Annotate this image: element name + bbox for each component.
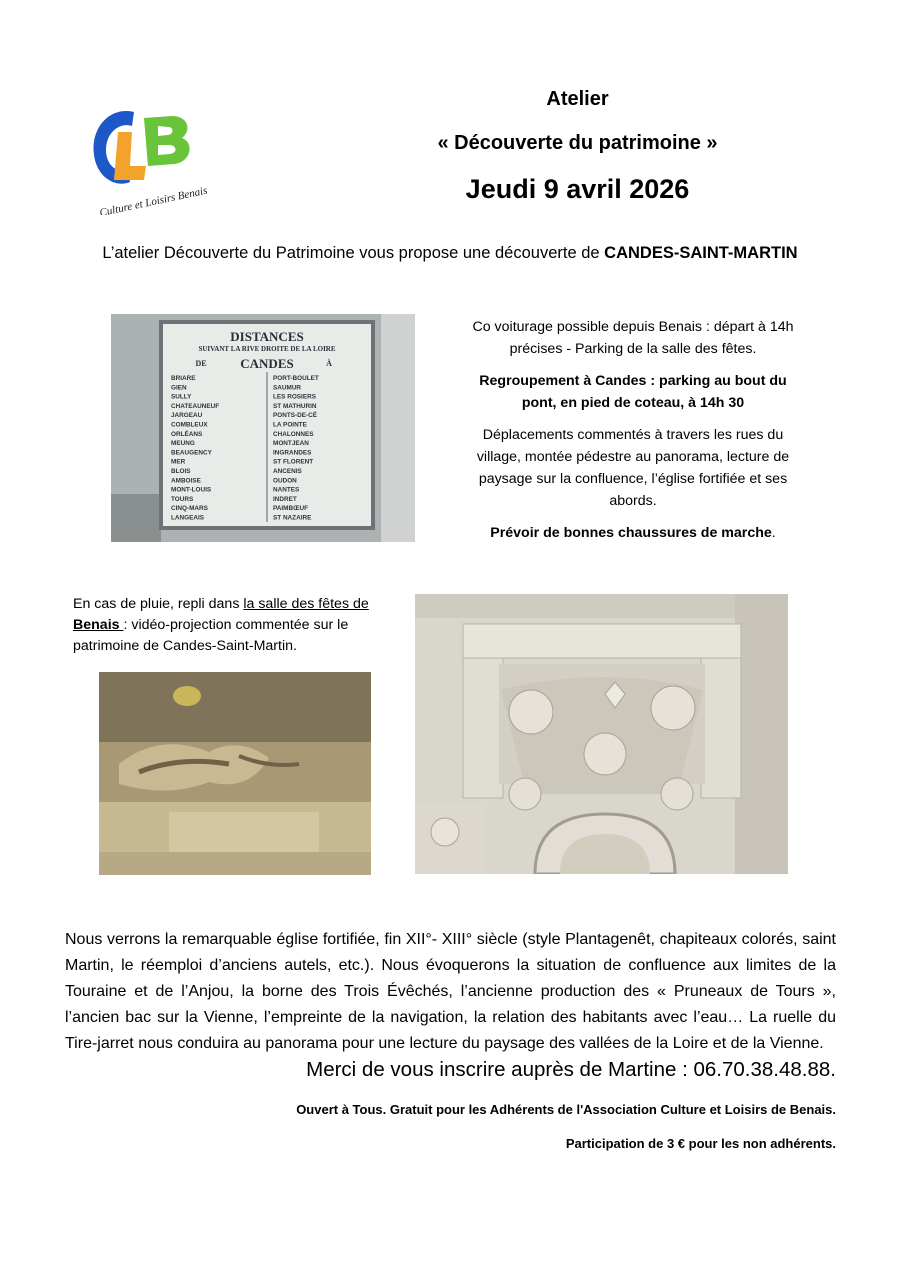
capital-sculpture-photo bbox=[415, 594, 788, 874]
plaque-a: À bbox=[326, 359, 332, 368]
plaque-town-entry: CINQ-MARS bbox=[171, 505, 208, 513]
plaque-title: DISTANCES bbox=[230, 329, 304, 344]
plaque-subtitle: SUIVANT LA RIVE DROITE DE LA LOIRE bbox=[198, 345, 336, 353]
plaque-town: CANDES bbox=[240, 356, 294, 371]
clb-logo bbox=[88, 100, 218, 215]
rain-venue-town: Benais bbox=[73, 617, 124, 633]
plaque-town-entry: COMBLEUX bbox=[171, 421, 208, 429]
plaque-town-entry: MER bbox=[171, 458, 186, 466]
plaque-town-entry: AMBOISE bbox=[171, 477, 201, 485]
plaque-town-entry: LES ROSIERS bbox=[273, 393, 316, 401]
open-to-all-notice: Ouvert à Tous. Gratuit pour les Adhérents de l'Association Culture et Loisirs de Benais. bbox=[296, 1102, 836, 1117]
route-info: Déplacements commentés à travers les rues du village, montée pédestre au panorama, lecture de paysage sur la confluence, l’église fortifiée et ses abords. bbox=[476, 427, 790, 509]
plaque-town-entry: LANGEAIS bbox=[171, 514, 205, 522]
plaque-town-entry: PORT-BOULET bbox=[273, 375, 319, 382]
plaque-town-entry: INGRANDES bbox=[273, 449, 312, 457]
plaque-town-entry: MEUNG bbox=[171, 440, 195, 448]
plaque-town-entry: ORLÉANS bbox=[171, 430, 203, 438]
shoes-period: . bbox=[771, 525, 776, 541]
plaque-de: DE bbox=[195, 359, 207, 368]
plaque-town-entry: CHATEAUNEUF bbox=[171, 402, 220, 410]
plaque-town-entry: SULLY bbox=[171, 393, 192, 401]
plaque-town-entry: ANCENIS bbox=[273, 468, 302, 475]
registration-contact: Merci de vous inscrire auprès de Martine : 06.70.38.48.88. bbox=[306, 1058, 836, 1081]
distance-plaque-photo bbox=[111, 314, 415, 542]
shoes-info bbox=[468, 522, 798, 544]
plaque-town-entry: ST FLORENT bbox=[273, 458, 314, 466]
plaque-town-entry: INDRET bbox=[273, 495, 297, 503]
plaque-town-entry: PAIMBŒUF bbox=[273, 505, 309, 513]
program-description: Nous verrons la remarquable église fortifiée, fin XII°- XIII° siècle (style Plantagenêt, chapiteaux colorés, saint Martin, le réemploi d’anciens autels, etc.). Nous évoquerons la situation de confluence aux limites de la Touraine et de l’Anjou, la borne des Trois Évêchés, l’ancienne production des « Pruneaux de Tours », l’ancien bac sur la Vienne, l’empreinte de la navigation, la relation des habitants avec l’eau… La ruelle du Tire-jarret nous conduira au panorama pour une lecture du paysage des vallées de la Loire et de la Vienne. bbox=[65, 931, 836, 1052]
rain-pre: En cas de pluie, repli dans bbox=[73, 596, 244, 612]
stone-relief-photo bbox=[99, 672, 371, 875]
plaque-town-entry: BRIARE bbox=[171, 375, 196, 382]
plaque-town-entry: PONTS-DE-CÉ bbox=[273, 412, 318, 420]
meeting-info: Regroupement à Candes : parking au bout du pont, en pied de coteau, à 14h 30 bbox=[479, 373, 787, 411]
clb-logo-graphic bbox=[88, 100, 218, 215]
plaque-town-entry: NANTES bbox=[273, 486, 300, 494]
intro-sentence: L’atelier Découverte du Patrimoine vous propose une découverte de bbox=[102, 244, 605, 262]
intro-place: CANDES-SAINT-MARTIN bbox=[604, 244, 798, 262]
plaque-town-entry: MONTJEAN bbox=[273, 440, 309, 448]
shoes-text: Prévoir de bonnes chaussures de marche bbox=[490, 525, 772, 541]
practical-info bbox=[468, 316, 798, 554]
logo-caption: Culture et Loisirs Benais bbox=[98, 184, 209, 215]
rain-post: : vidéo-projection commentée sur le patrimoine de Candes-Saint-Martin. bbox=[73, 617, 349, 654]
plaque-town-entry: BEAUGENCY bbox=[171, 449, 212, 457]
plaque-town-entry: ST NAZAIRE bbox=[273, 514, 312, 522]
fee-notice: Participation de 3 € pour les non adhérents. bbox=[565, 1136, 836, 1151]
rain-notice bbox=[73, 594, 403, 657]
header-subtitle: « Découverte du patrimoine » bbox=[437, 132, 718, 154]
plaque-town-entry: GIEN bbox=[171, 384, 187, 392]
carpool-info: Co voiturage possible depuis Benais : départ à 14h précises - Parking de la salle des fêtes. bbox=[472, 319, 794, 357]
event-date: Jeudi 9 avril 2026 bbox=[465, 174, 690, 204]
plaque-town-entry: JARGEAU bbox=[171, 412, 203, 420]
intro-text bbox=[60, 244, 840, 263]
plaque-town-entry: TOURS bbox=[171, 495, 194, 503]
plaque-town-entry: SAUMUR bbox=[273, 384, 302, 392]
plaque-town-entry: MONT-LOUIS bbox=[171, 486, 212, 494]
header-label: Atelier bbox=[546, 88, 609, 110]
plaque-town-entry: OUDON bbox=[273, 477, 297, 485]
plaque-town-entry: CHALONNES bbox=[273, 430, 314, 438]
plaque-town-entry: LA POINTE bbox=[273, 421, 307, 429]
rain-venue: la salle des fêtes de bbox=[243, 596, 369, 612]
plaque-town-entry: ST MATHURIN bbox=[273, 402, 317, 410]
plaque-town-entry: BLOIS bbox=[171, 468, 191, 475]
